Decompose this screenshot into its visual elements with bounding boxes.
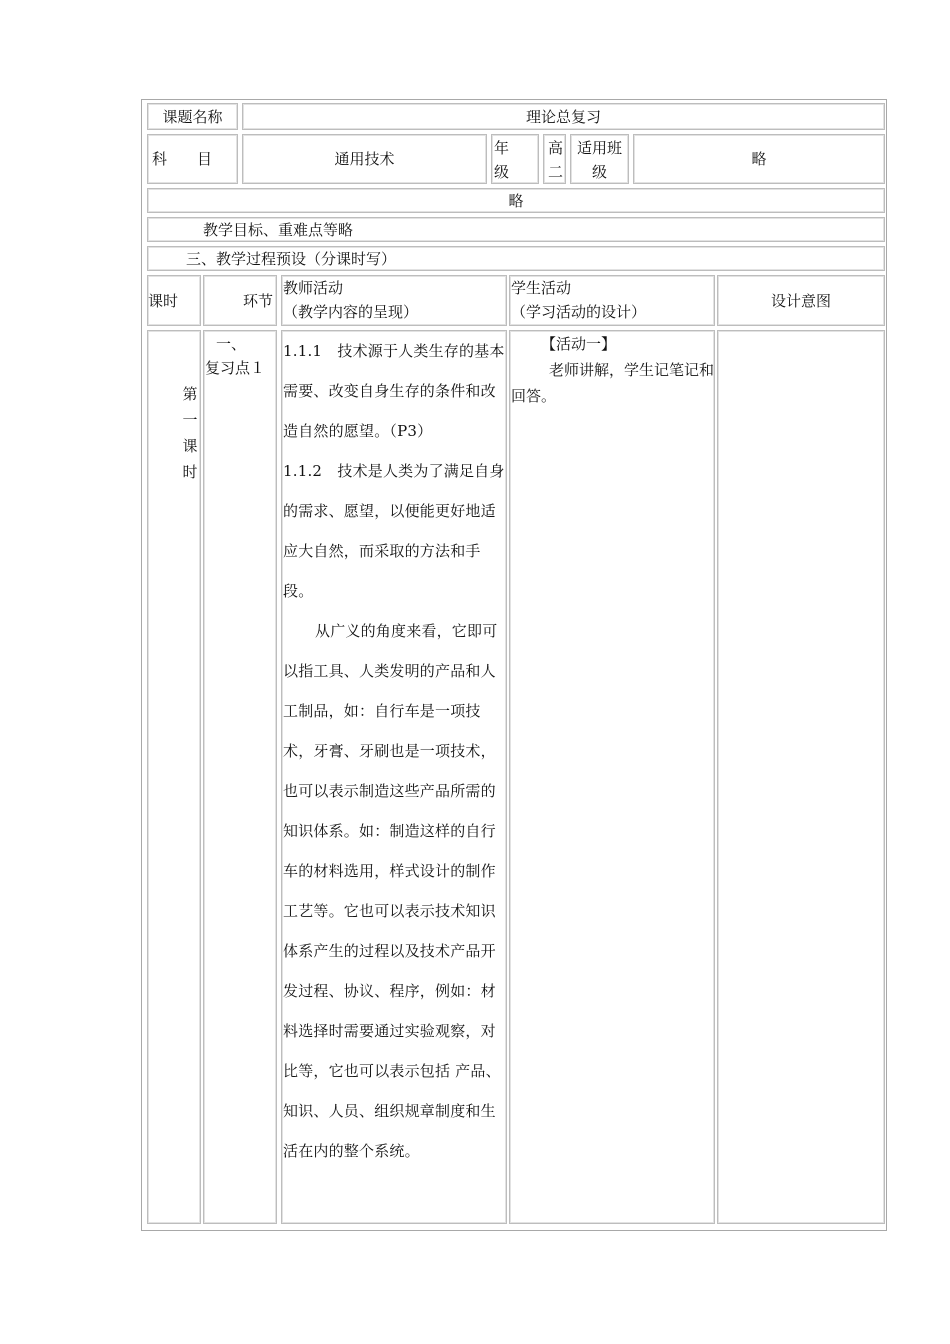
topic-label-cell [147,103,238,130]
grade-value-cell [543,134,566,184]
stage-header-cell [203,275,277,326]
omitted-row [147,188,885,213]
teacher-broad-definition: 从广义的角度来看，它即可以指工具、人类发明的产品和人工制品，如：自行车是一项技术，牙膏、牙刷也是一项技术，也可以表示制造这些产品所需的知识体系。如：制造这样的自行车的材料选用，样式设计的制作工艺等。它也可以表示技术知识体系产生的过程以及技术产品开发过程、协议、程序，例如：材料选择时需要通过实验观察，对比等，它也可以表示包括 产品、知识、人员、组织规章制度和生活在内的整个系统。 [283,622,501,1160]
objectives-row [147,217,885,242]
student-activity-cell [509,330,715,1224]
teacher-header-line2: （教学内容的呈现） [283,303,419,321]
class-label: 适用班级 [576,139,622,181]
grade-label: 年级 [494,139,516,181]
class-value: 略 [751,150,767,168]
subject-label: 科 目 [152,150,213,168]
student-activity-title: 【活动一】 [541,335,617,353]
class-value-cell [633,134,885,184]
subject-value: 通用技术 [334,150,395,168]
period-text: 第一课时 [182,385,198,481]
teacher-point-1-1-2: 1.1.2 技术是人类为了满足自身的需求、愿望，以便能更好地适应大自然，而采取的方法和手段。 [283,462,505,600]
teacher-activity-cell [281,330,507,1224]
teacher-header-line1: 教师活动 [283,279,344,297]
omitted-text: 略 [508,191,524,210]
subject-label-cell [147,134,238,184]
stage-line2: 复习点１ [205,359,266,377]
topic-label: 课题名称 [162,107,223,126]
topic-value-cell [242,103,885,130]
process-title: 三、教学过程预设（分课时写） [186,250,397,268]
process-title-row [147,246,885,271]
intent-cell [717,330,885,1224]
subject-value-cell [242,134,487,184]
student-activity-text: 老师讲解，学生记笔记和回答。 [511,361,715,405]
teacher-header-cell [281,275,507,326]
intent-header: 设计意图 [770,291,831,310]
stage-cell [203,330,277,1224]
period-header: 课时 [148,291,179,310]
stage-line1: 一、 [216,335,247,353]
intent-header-cell [717,275,885,326]
period-cell [147,330,201,1224]
class-label-cell [570,134,629,184]
student-header-line2: （学习活动的设计） [511,303,647,321]
student-header-cell [509,275,715,326]
teacher-point-1-1-1: 1.1.1 技术源于人类生存的基本需要、改变自身生存的条件和改造自然的愿望。（P3） [283,342,505,440]
topic-value: 理论总复习 [525,107,601,126]
student-header-line1: 学生活动 [511,279,572,297]
lesson-plan-table [141,99,887,1231]
grade-label-cell [491,134,539,184]
objectives-text: 教学目标、重难点等略 [203,221,354,239]
period-header-cell [147,275,201,326]
stage-header: 环节 [242,291,273,310]
grade-value: 高二 [548,139,564,181]
